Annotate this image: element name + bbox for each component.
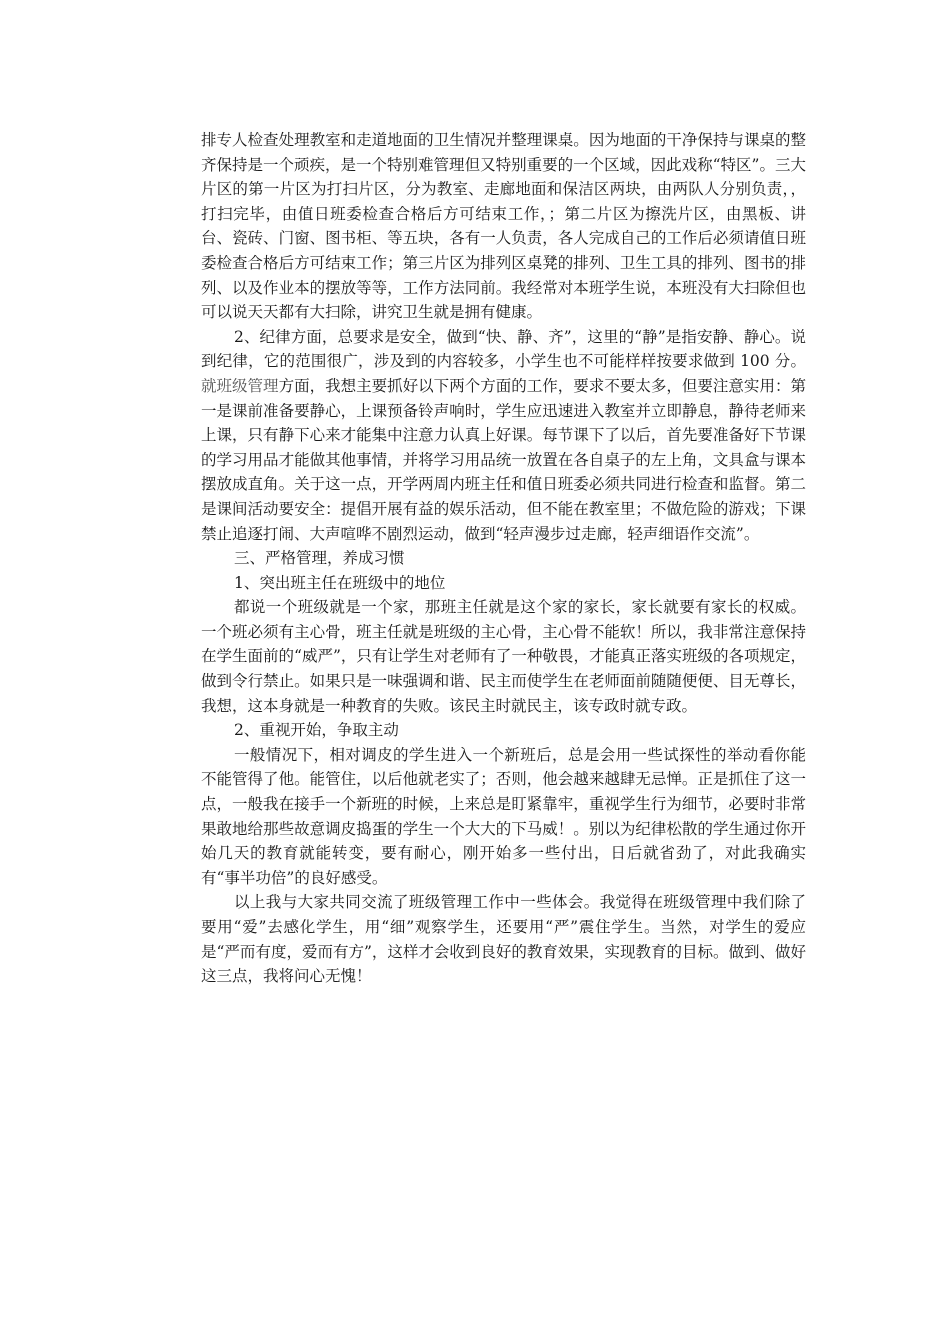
paragraph-conclusion: 以上我与大家共同交流了班级管理工作中一些体会。我觉得在班级管理中我们除了要用“爱”去感化学生，用“细”观察学生，还要用“严”震住学生。当然，对学生的爱应是“严而有度，爱而有方”，这样才会收到良好的教育效果，实现教育的目标。做到、做好这三点，我将问心无愧！ <box>201 893 806 986</box>
discipline-text-part-1: 2、纪律方面，总要求是安全，做到“快、静、齐”，这里的“静”是指安静、静心。说到纪律，它的范围很广，涉及到的内容较多，小学生也不可能样样按要求做到 100 分。 <box>201 327 806 371</box>
section-heading-strict-management: 三、严格管理，养成习惯 <box>234 549 405 568</box>
paragraph-teacher-authority: 都说一个班级就是一个家，那班主任就是这个家的家长，家长就要有家长的权威。一个班必须有主心骨，班主任就是班级的主心骨，主心骨不能软！所以，我非常注意保持在学生面前的“威严”，只有让学生对老师有了一种敬畏，才能真正落实班级的各项规定，做到令行禁止。如果只是一味强调和谐、民主而使学生在老师面前随随便便、目无尊长，我想，这本身就是一种教育的失败。该民主时就民主，该专政时就专政。 <box>201 598 806 715</box>
paragraph-discipline <box>201 325 806 546</box>
paragraph-new-class: 一般情况下，相对调皮的学生进入一个新班后，总是会用一些试探性的举动看你能不能管得了他。能管住，以后他就老实了；否则，他会越来越肆无忌惮。正是抓住了这一点，一般我在接手一个新班的时候，上来总是盯紧靠牢，重视学生行为细节，必要时非常果敢地给那些故意调皮捣蛋的学生一个大大的下马威！。别以为纪律松散的学生通过你开始几天的教育就能转变，要有耐心，刚开始多一些付出，日后就省劲了，对此我确实有“事半功倍”的良好感受。 <box>201 745 806 887</box>
subheading-teacher-position: 1、突出班主任在班级中的地位 <box>234 573 446 592</box>
paragraph-cleaning-zones: 排专人检查处理教室和走道地面的卫生情况并整理课桌。因为地面的干净保持与课桌的整齐保持是一个顽疾，是一个特别难管理但又特别重要的一个区域，因此戏称“特区”。三大片区的第一片区为打扫片区，分为教室、走廊地面和保洁区两块，由两队人分别负责，，打扫完毕，由值日班委检查合格后方可结束工作，；第二片区为擦洗片区，由黑板、讲台、瓷砖、门窗、图书柜、等五块，各有一人负责，各人完成自己的工作后必须请值日班委检查合格后方可结束工作；第三片区为排列区桌凳的排列、卫生工具的排列、图书的排列、以及作业本的摆放等等，工作方法同前。我经常对本班学生说，本班没有大扫除但也可以说天天都有大扫除，讲究卫生就是拥有健康。 <box>201 131 806 322</box>
subheading-take-initiative: 2、重视开始，争取主动 <box>234 721 399 740</box>
document-body <box>201 128 806 989</box>
discipline-text-part-2: 方面，我想主要抓好以下两个方面的工作，要求不要太多，但要注意实用：第一是课前准备要静心，上课预备铃声响时，学生应迅速进入教室并立即静息，静待老师来上课，只有静下心来才能集中注意力认真上好课。每节课下了以后，首先要准备好下节课的学习用品才能做其他事情，并将学习用品统一放置在各自桌子的左上角，文具盒与课本摆放成直角。关于这一点，开学两周内班主任和值日班委必须共同进行检查和监督。第二是课间活动要安全：提倡开展有益的娱乐活动，但不能在教室里；不做危险的游戏；下课禁止追逐打闹、大声喧哗不剧烈运动，做到“轻声漫步过走廊，轻声细语作交流”。 <box>201 376 806 543</box>
discipline-text-grey: 就班级管理 <box>201 376 279 395</box>
